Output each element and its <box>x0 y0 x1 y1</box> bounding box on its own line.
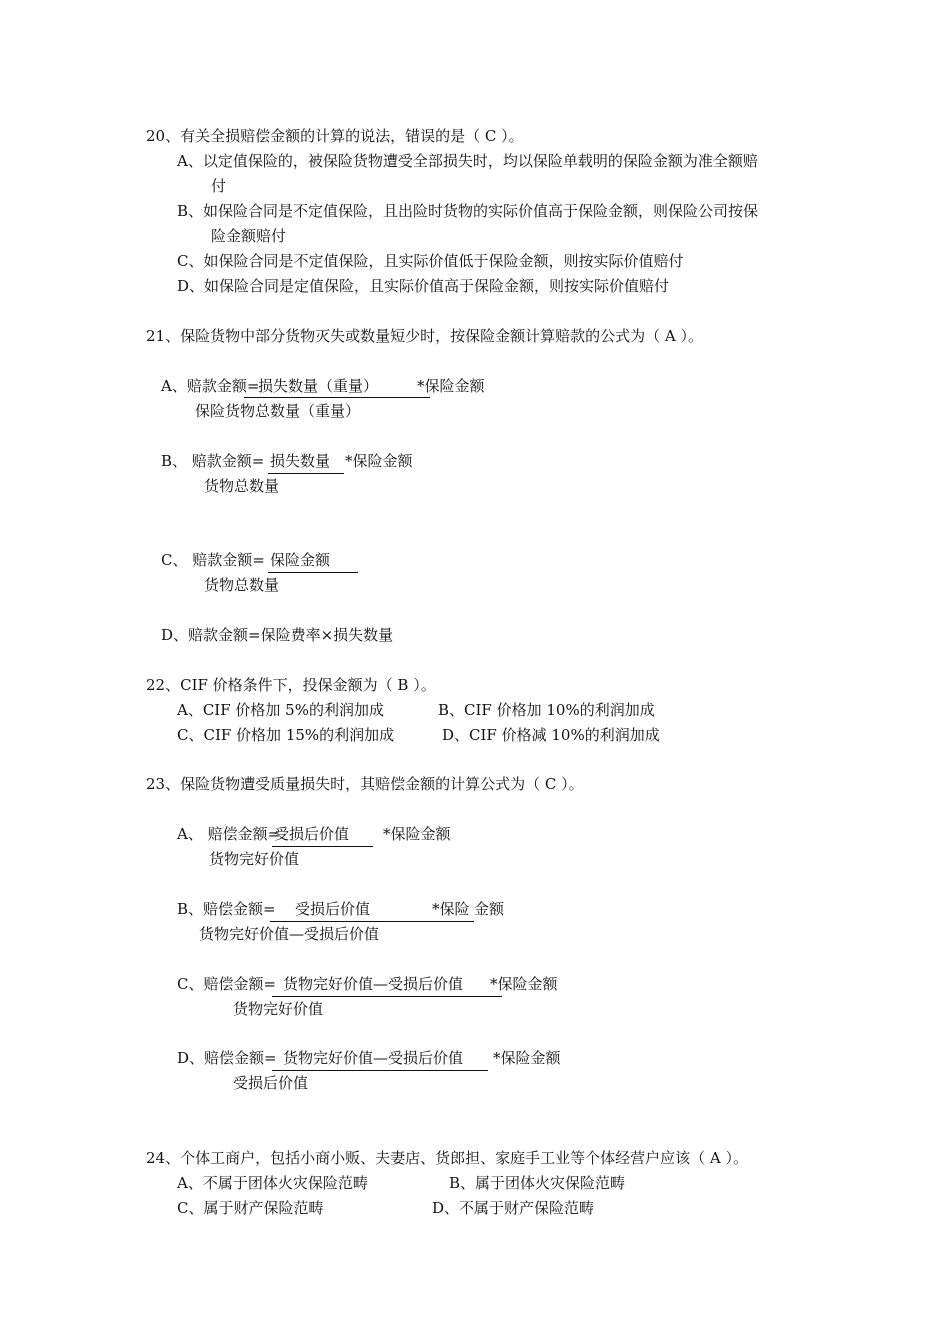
q24-option-b: B、属于团体火灾保险范畴 <box>449 1174 626 1192</box>
q24-option-a: A、不属于团体火灾保险范畴 <box>177 1174 368 1192</box>
q23-d-denominator: 受损后价值 <box>233 1074 309 1092</box>
q21-b-prefix: B、 赔款金额= <box>161 452 265 470</box>
q24-stem: 24、个体工商户，包括小商小贩、夫妻店、货郎担、家庭手工业等个体经营户应该（ A ）。 <box>146 1149 748 1167</box>
q20-stem: 20、有关全损赔偿金额的计算的说法，错误的是（ C ）。 <box>146 127 524 145</box>
q23-d-fraction-line <box>272 1070 488 1071</box>
q20-option-b-line2: 险金额赔付 <box>211 227 287 245</box>
q21-a-prefix: A、赔款金额= <box>161 377 260 395</box>
q23-b-tail-under: *保险 <box>432 900 470 918</box>
q23-a-prefix: A、 赔偿金额= <box>177 825 281 843</box>
q23-a-fraction-line <box>272 846 373 847</box>
q20-option-d: D、如保险合同是定值保险，且实际价值高于保险金额，则按实际价值赔付 <box>177 277 670 295</box>
q21-option-d: D、赔款金额=保险费率×损失数量 <box>161 626 394 644</box>
q23-a-denominator: 货物完好价值 <box>209 850 300 868</box>
q21-b-tail: *保险金额 <box>345 452 413 470</box>
q21-b-fraction-line <box>268 473 344 474</box>
q22-option-d: D、CIF 价格减 10%的利润加成 <box>442 726 660 744</box>
q24-option-d: D、不属于财产保险范畴 <box>432 1199 595 1217</box>
q23-d-prefix: D、赔偿金额= <box>177 1049 277 1067</box>
q23-a-numerator: 受损后价值 <box>274 825 350 843</box>
q23-c-prefix: C、赔偿金额= <box>177 975 277 993</box>
q22-option-a: A、CIF 价格加 5%的利润加成 <box>177 701 384 719</box>
q21-a-numerator: 损失数量（重量） <box>258 377 379 395</box>
q20-option-c: C、如保险合同是不定值保险，且实际价值低于保险金额，则按实际价值赔付 <box>177 252 684 270</box>
q23-d-tail: *保险金额 <box>493 1049 561 1067</box>
q21-a-fraction-line <box>244 397 430 398</box>
q20-option-b-line1: B、如保险合同是不定值保险，且出险时货物的实际价值高于保险金额，则保险公司按保 <box>177 202 759 220</box>
q22-stem: 22、CIF 价格条件下，投保金额为（ B ）。 <box>146 676 436 694</box>
q23-b-tail-rest: 金额 <box>474 900 505 918</box>
q23-a-tail: *保险金额 <box>383 825 451 843</box>
q22-option-b: B、CIF 价格加 10%的利润加成 <box>438 701 655 719</box>
q21-c-fraction-line <box>268 572 358 573</box>
q21-c-denominator: 货物总数量 <box>204 576 280 594</box>
q21-a-tail: *保险金额 <box>417 377 485 395</box>
q20-option-a-line2: 付 <box>211 177 227 195</box>
q21-a-denominator: 保险货物总数量（重量） <box>195 402 361 420</box>
q23-b-denominator: 货物完好价值—受损后价值 <box>199 925 380 943</box>
q21-c-prefix: C、 赔款金额= <box>161 551 265 569</box>
q24-option-c: C、属于财产保险范畴 <box>177 1199 324 1217</box>
q23-c-tail: *保险金额 <box>490 975 558 993</box>
q22-option-c: C、CIF 价格加 15%的利润加成 <box>177 726 395 744</box>
q20-option-a-line1: A、以定值保险的，被保险货物遭受全部损失时，均以保险单载明的保险金额为准全额赔 <box>177 152 758 170</box>
q21-b-denominator: 货物总数量 <box>204 477 280 495</box>
q23-c-denominator: 货物完好价值 <box>233 1000 324 1018</box>
q23-stem: 23、保险货物遭受质量损失时，其赔偿金额的计算公式为（ C ）。 <box>146 775 584 793</box>
q21-stem: 21、保险货物中部分货物灭失或数量短少时，按保险金额计算赔款的公式为（ A ）。 <box>146 327 703 345</box>
q23-b-fraction-line <box>270 921 474 922</box>
q21-c-numerator: 保险金额 <box>270 551 331 569</box>
q23-c-fraction-line <box>272 996 502 997</box>
q21-b-numerator: 损失数量 <box>270 452 331 470</box>
q23-b-numerator: 受损后价值 <box>295 900 371 918</box>
q23-b-prefix: B、赔偿金额= <box>177 900 276 918</box>
q23-d-numerator: 货物完好价值—受损后价值 <box>283 1049 464 1067</box>
q23-c-numerator: 货物完好价值—受损后价值 <box>283 975 464 993</box>
